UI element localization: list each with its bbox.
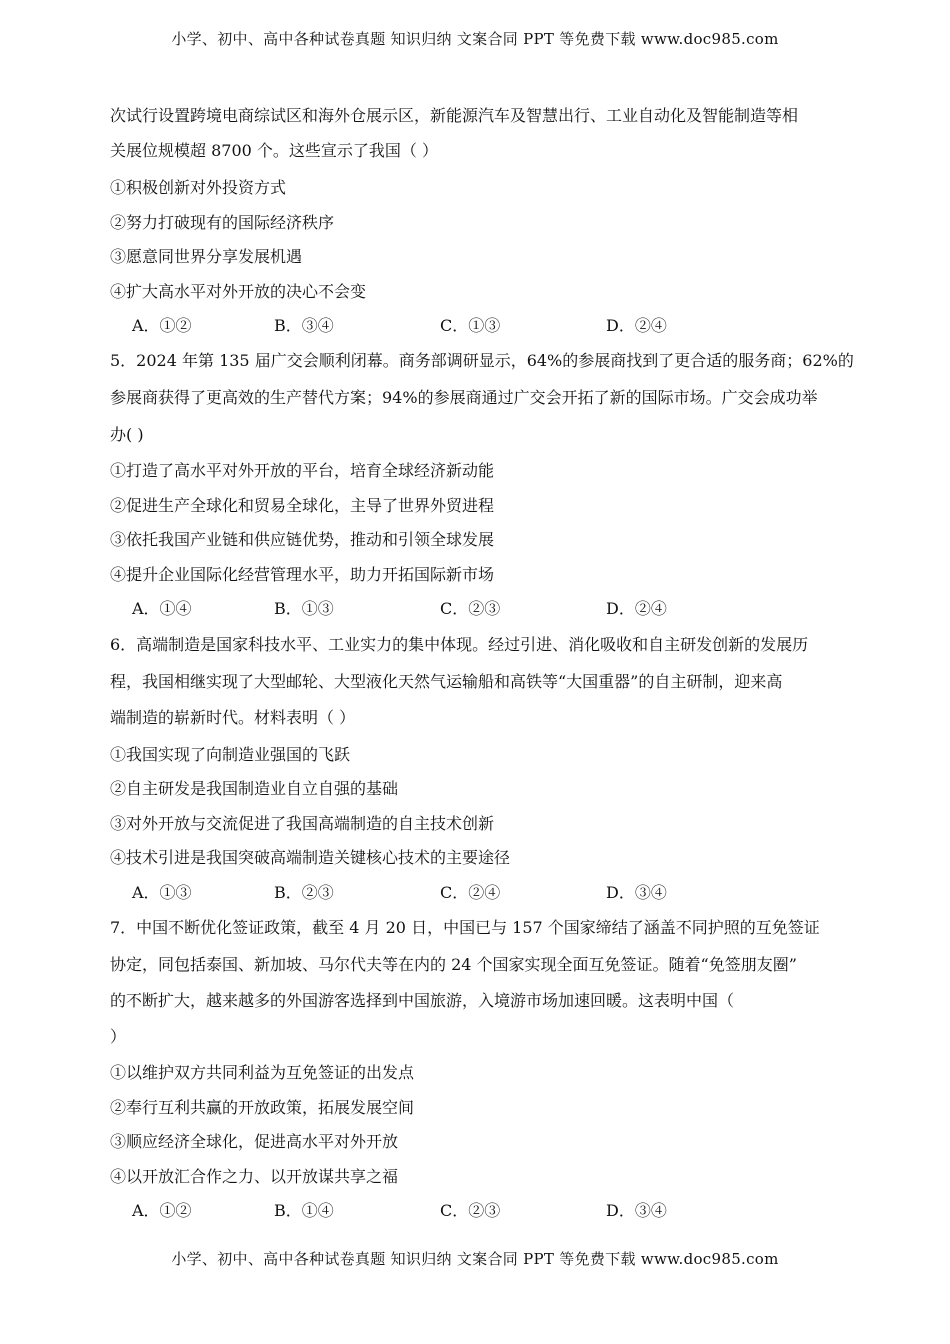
question7-options xyxy=(132,1201,852,1221)
question6-stem-line-2: 程，我国相继实现了大型邮轮、大型液化天然气运输船和高铁等“大国重器”的自主研制，迎来高 xyxy=(110,672,783,691)
question4-option-c[interactable]: C．①③ xyxy=(440,316,501,335)
question6-statement-1: ①我国实现了向制造业强国的飞跃 xyxy=(110,745,351,764)
question5-option-d[interactable]: D．②④ xyxy=(606,599,667,618)
question5-stem-line-3: 办( ) xyxy=(110,425,144,444)
question7-stem-line-2: 协定，同包括泰国、新加坡、马尔代夫等在内的 24 个国家实现全面互免签证。随着“免签朋友圈” xyxy=(110,955,797,974)
question4-statement-3: ③愿意同世界分享发展机遇 xyxy=(110,247,303,266)
question7-statement-4: ④以开放汇合作之力、以开放谋共享之福 xyxy=(110,1167,399,1186)
question7-stem-line-4: ） xyxy=(110,1027,127,1046)
question4-option-b[interactable]: B．③④ xyxy=(274,316,334,335)
question4-statement-2: ②努力打破现有的国际经济秩序 xyxy=(110,213,335,232)
question4-option-a[interactable]: A．①② xyxy=(132,316,192,335)
question6-option-a[interactable]: A．①③ xyxy=(132,883,192,902)
question4-option-d[interactable]: D．②④ xyxy=(606,316,667,335)
question5-option-a[interactable]: A．①④ xyxy=(132,599,192,618)
page-footer: 小学、初中、高中各种试卷真题 知识归纳 文案合同 PPT 等免费下载 www.doc985.com xyxy=(171,1250,779,1268)
question7-statement-3: ③顺应经济全球化，促进高水平对外开放 xyxy=(110,1132,399,1151)
question7-option-d[interactable]: D．③④ xyxy=(606,1201,667,1220)
question7-option-c[interactable]: C．②③ xyxy=(440,1201,501,1220)
question5-options xyxy=(132,599,852,619)
question6-statement-3: ③对外开放与交流促进了我国高端制造的自主技术创新 xyxy=(110,814,495,833)
question6-option-b[interactable]: B．②③ xyxy=(274,883,334,902)
question5-stem-line-2: 参展商获得了更高效的生产替代方案；94%的参展商通过广交会开拓了新的国际市场。广交会成功举 xyxy=(110,388,818,407)
question7-option-b[interactable]: B．①④ xyxy=(274,1201,334,1220)
question4-stem-line-2: 关展位规模超 8700 个。这些宣示了我国（ ） xyxy=(110,141,438,160)
question4-stem-line-1: 次试行设置跨境电商综试区和海外仓展示区，新能源汽车及智慧出行、工业自动化及智能制造等相 xyxy=(110,106,799,125)
question6-stem-line-1: 6．高端制造是国家科技水平、工业实力的集中体现。经过引进、消化吸收和自主研发创新的发展历 xyxy=(110,635,809,654)
question5-option-b[interactable]: B．①③ xyxy=(274,599,334,618)
question7-stem-line-3: 的不断扩大，越来越多的外国游客选择到中国旅游，入境游市场加速回暖。这表明中国（ xyxy=(110,991,735,1010)
question5-statement-2: ②促进生产全球化和贸易全球化，主导了世界外贸进程 xyxy=(110,496,495,515)
question7-option-a[interactable]: A．①② xyxy=(132,1201,192,1220)
question5-option-c[interactable]: C．②③ xyxy=(440,599,501,618)
question6-option-c[interactable]: C．②④ xyxy=(440,883,501,902)
question4-statement-1: ①积极创新对外投资方式 xyxy=(110,178,287,197)
question6-stem-line-3: 端制造的崭新时代。材料表明（ ） xyxy=(110,708,356,727)
question5-statement-4: ④提升企业国际化经营管理水平，助力开拓国际新市场 xyxy=(110,565,495,584)
question6-option-d[interactable]: D．③④ xyxy=(606,883,667,902)
question4-statement-4: ④扩大高水平对外开放的决心不会变 xyxy=(110,282,367,301)
question5-stem-line-1: 5．2024 年第 135 届广交会顺利闭幕。商务部调研显示，64%的参展商找到了更合适的服务商；62%的 xyxy=(110,351,854,370)
question7-statement-1: ①以维护双方共同利益为互免签证的出发点 xyxy=(110,1063,415,1082)
question6-options xyxy=(132,883,852,903)
question5-statement-1: ①打造了高水平对外开放的平台，培育全球经济新动能 xyxy=(110,461,495,480)
question5-statement-3: ③依托我国产业链和供应链优势，推动和引领全球发展 xyxy=(110,530,495,549)
question7-stem-line-1: 7．中国不断优化签证政策，截至 4 月 20 日，中国已与 157 个国家缔结了涵盖不同护照的互免签证 xyxy=(110,918,820,937)
question6-statement-4: ④技术引进是我国突破高端制造关键核心技术的主要途径 xyxy=(110,848,511,867)
question7-statement-2: ②奉行互利共赢的开放政策，拓展发展空间 xyxy=(110,1098,415,1117)
question4-options xyxy=(132,316,852,336)
page-header: 小学、初中、高中各种试卷真题 知识归纳 文案合同 PPT 等免费下载 www.doc985.com xyxy=(171,30,779,48)
question6-statement-2: ②自主研发是我国制造业自立自强的基础 xyxy=(110,779,399,798)
